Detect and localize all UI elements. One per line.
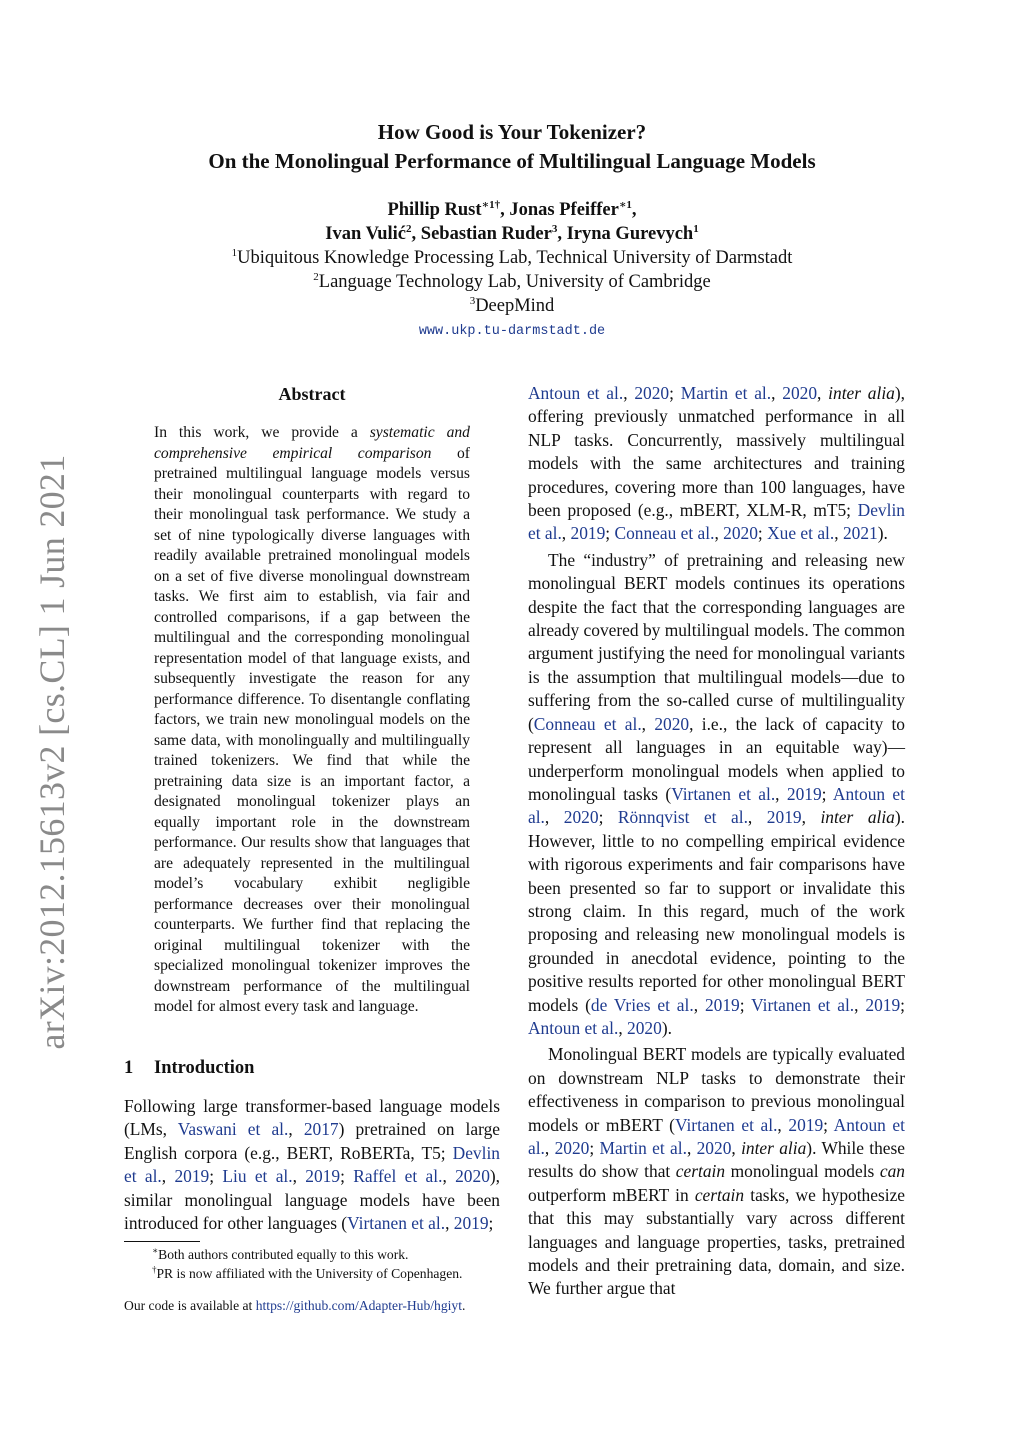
citation-year-link[interactable]: 2020 <box>654 713 690 734</box>
citation-link[interactable]: Martin et al. <box>680 383 772 403</box>
author-marks: ∗1 <box>618 198 632 211</box>
body-text: , <box>775 783 787 804</box>
footnote-text: Both authors contributed equally to this work. <box>158 1247 409 1262</box>
citation-link[interactable]: de Vries et al. <box>590 994 694 1015</box>
footnote-text: PR is now affiliated with the University of Copenhagen. <box>156 1266 463 1281</box>
body-text: tasks, we hypothesize that this may substantially vary across different languages and language properties, tasks, pretrained models and their pretraining data, domain, and size. We further argue that <box>528 1184 906 1299</box>
footnote-1 <box>124 1246 514 1264</box>
body-text: ). <box>877 523 888 544</box>
body-text: ) pretrained on large English corpora (e.g., BERT, RoBERTa, T5; <box>124 1119 500 1163</box>
section-number: 1 <box>124 1058 134 1078</box>
body-text: ; <box>900 994 905 1015</box>
citation-year-link[interactable]: 2020 <box>627 1017 662 1038</box>
citation-link[interactable]: Virtanen et al. <box>671 783 776 804</box>
code-availability-note <box>124 1297 514 1315</box>
body-text: ). <box>661 1017 672 1038</box>
body-text: ), similar monolingual language models have been introduced for other languages ( <box>124 1166 501 1234</box>
body-text: The “industry” of pretraining and releasing new monolingual BERT models continues its operations despite the fact that the corresponding languages are already covered by multilingual models. The common argument justifying the need for monolingual variants is the assumption that multilingual models—due to suffering from the so-called curse of multilinguality ( <box>528 549 905 734</box>
intro-paragraph-1 <box>124 1095 500 1235</box>
affiliation-3 <box>0 294 1024 318</box>
body-text: , <box>618 1017 628 1038</box>
affiliation-text: Language Technology Lab, University of Cambridge <box>318 272 711 292</box>
body-text: , <box>561 523 571 544</box>
abstract-text: In this work, we provide a <box>154 424 370 441</box>
body-text: , <box>817 383 829 403</box>
citation-year-link[interactable]: 2019 <box>704 994 740 1015</box>
emphasis-text: certain <box>694 1184 745 1205</box>
body-text: ; <box>589 1138 600 1158</box>
body-text: ), offering previously unmatched performance in all NLP tasks. Concurrently, massively multilingual models with the same architectures and training procedures, covering more than 100 languages, have been proposed (e.g., mBERT, XLM-R, mT5; <box>528 383 905 521</box>
body-text: , <box>445 1213 454 1234</box>
body-text: , i.e., the lack of capacity to represent all languages in an equitable way)—underperform monolingual models when applied to monolingual tasks ( <box>528 713 905 804</box>
body-text: ; <box>209 1166 223 1187</box>
citation-year-link[interactable]: 2019 <box>788 1114 824 1135</box>
affiliation-mark: 3 <box>469 294 476 307</box>
body-text: , <box>442 1166 456 1187</box>
citation-year-link[interactable]: 2019 <box>865 994 901 1015</box>
citation-year-link[interactable]: 2020 <box>634 383 670 403</box>
citation-link[interactable]: Antoun et al. <box>528 383 624 403</box>
affiliation-1 <box>0 246 1024 270</box>
section-heading-introduction <box>124 1058 254 1079</box>
citation-year-link[interactable]: 2020 <box>782 383 818 403</box>
paper-title-line-1: How Good is Your Tokenizer? <box>377 120 647 144</box>
author-marks: 2 <box>406 222 412 235</box>
citation-link[interactable]: Virtanen et al. <box>347 1213 446 1234</box>
body-text: ; <box>821 783 833 804</box>
body-text: , <box>544 1138 555 1158</box>
body-text: , <box>854 994 866 1015</box>
citation-year-link[interactable]: 2019 <box>453 1213 489 1234</box>
body-text: , <box>801 807 821 828</box>
body-text: , <box>288 1119 304 1140</box>
author-name: Sebastian Ruder <box>420 224 552 244</box>
affiliation-text: DeepMind <box>475 296 555 316</box>
body-text: ; <box>669 383 681 403</box>
author-name: Jonas Pfeiffer <box>509 200 619 220</box>
affiliation-mark: 2 <box>313 270 319 283</box>
body-text: ; <box>823 1114 834 1135</box>
abstract-emphasis: systematic and comprehensive empirical comparison <box>154 424 470 462</box>
intro-paragraph-3 <box>528 1043 905 1300</box>
body-text: , <box>771 383 783 403</box>
citation-link[interactable]: Devlin et al. <box>124 1142 500 1187</box>
citation-year-link[interactable]: 2019 <box>570 523 606 544</box>
citation-link[interactable]: Rönnqvist et al. <box>617 807 748 828</box>
body-text: , <box>686 1138 697 1158</box>
body-text: , <box>544 807 564 828</box>
right-column <box>528 382 905 1301</box>
author-line-1: Phillip Rust$^{∗1\dagger}$, Jonas Pfeiffer$^{∗1}$, <box>387 198 637 220</box>
affiliation-text: Ubiquitous Knowledge Processing Lab, Technical University of Darmstadt <box>237 248 793 268</box>
footnote-mark: † <box>152 1264 157 1275</box>
body-text: , <box>292 1166 306 1187</box>
body-text: ). However, little to no compelling empirical evidence with rigorous experiments and fair comparisons have been presented so far to support or invalidate this strong claim. In this regard, much of the work proposing and releasing new monolingual models is grounded in anecdotal evidence, pointing to the positive results reported for other monolingual BERT models ( <box>528 807 906 1015</box>
body-text: Following large transformer-based language models (LMs, <box>124 1096 500 1140</box>
citation-year-link[interactable]: 2019 <box>174 1166 210 1187</box>
citation-year-link[interactable]: 2019 <box>786 783 822 804</box>
body-text: , <box>777 1114 789 1135</box>
body-text: ). While these results do show that <box>528 1138 905 1182</box>
citation-link[interactable]: Martin et al. <box>599 1138 687 1158</box>
citation-link[interactable]: Antoun et al. <box>528 1114 905 1158</box>
abstract-heading: Abstract <box>278 384 346 404</box>
body-text: , <box>623 383 635 403</box>
abstract-body <box>154 423 470 1018</box>
citation-link[interactable]: Xue et al. <box>767 523 835 544</box>
citation-link[interactable]: Virtanen et al. <box>751 994 855 1015</box>
citation-year-link[interactable]: 2019 <box>305 1166 341 1187</box>
author-name: Iryna Gurevych <box>566 224 694 244</box>
citation-link[interactable]: Antoun et al. <box>528 783 905 828</box>
footnote-text: Our code is available at <box>124 1298 256 1313</box>
intro-paragraph-2 <box>528 549 905 1041</box>
citation-link[interactable]: Devlin et al. <box>528 500 905 544</box>
citation-year-link[interactable]: 2020 <box>554 1138 590 1158</box>
body-text: ; <box>340 1166 354 1187</box>
citation-year-link[interactable]: 2021 <box>842 523 878 544</box>
section-title: Introduction <box>154 1058 255 1078</box>
intro-paragraph-1-continued <box>528 382 905 546</box>
citation-link[interactable]: Virtanen et al. <box>674 1114 778 1135</box>
citation-link[interactable]: Conneau et al. <box>533 713 642 734</box>
body-text: Monolingual BERT models are typically evaluated on downstream NLP tasks to demonstrate their effectiveness in comparison to previous monolingual models or mBERT ( <box>528 1044 905 1135</box>
body-text: , <box>641 713 655 734</box>
body-text: monolingual models <box>725 1161 880 1182</box>
emphasis-text: can <box>879 1161 905 1182</box>
citation-link[interactable]: Conneau et al. <box>614 523 715 544</box>
footnote-rule <box>124 1241 200 1242</box>
body-text: ; <box>739 994 752 1015</box>
affiliation-mark: 1 <box>231 246 238 259</box>
emphasis-text: inter alia <box>828 383 895 403</box>
citation-year-link[interactable]: 2020 <box>455 1166 490 1187</box>
footnote-2 <box>124 1265 514 1283</box>
lab-url[interactable]: www.ukp.tu-darmstadt.de <box>418 324 606 339</box>
affiliation-2 <box>0 270 1024 294</box>
citation-year-link[interactable]: 2020 <box>723 523 758 544</box>
footnote-mark: ∗ <box>152 1245 159 1256</box>
citation-year-link[interactable]: 2019 <box>766 807 802 828</box>
emphasis-text: certain <box>675 1161 726 1182</box>
emphasis-text: inter alia <box>741 1138 807 1158</box>
body-text: ; <box>598 807 618 828</box>
body-text: ; <box>605 523 615 544</box>
author-marks: ∗1† <box>481 198 501 211</box>
arxiv-identifier: arXiv:2012.15613v2 [cs.CL] 1 Jun 2021 <box>32 454 72 1050</box>
code-repository-link[interactable]: https://github.com/Adapter-Hub/hgiyt <box>255 1298 462 1313</box>
citation-year-link[interactable]: 2017 <box>303 1119 339 1140</box>
body-text: , <box>834 523 843 544</box>
paper-title-line-2: On the Monolingual Performance of Multilingual Language Models <box>208 149 816 173</box>
body-text: ; <box>757 523 768 544</box>
citation-year-link[interactable]: 2020 <box>696 1138 732 1158</box>
author-marks: 3 <box>551 222 558 235</box>
citation-link[interactable]: Liu et al. <box>222 1166 293 1187</box>
body-text: , <box>714 523 724 544</box>
footnote-text: . <box>462 1298 466 1313</box>
body-text: , <box>731 1138 742 1158</box>
emphasis-text: inter alia <box>820 807 895 828</box>
body-text: , <box>161 1166 175 1187</box>
body-text: ; <box>488 1213 494 1234</box>
body-text: , <box>747 807 767 828</box>
author-name: Phillip Rust <box>387 200 482 220</box>
citation-link[interactable]: Vaswani et al. <box>177 1119 289 1140</box>
author-marks: 1 <box>693 222 699 235</box>
citation-link[interactable]: Raffel et al. <box>353 1166 443 1187</box>
citation-year-link[interactable]: 2020 <box>563 807 599 828</box>
author-line-2: Ivan Vulić$^2$, Sebastian Ruder$^3$, Iryna Gurevych$^1$ <box>325 222 699 244</box>
abstract-text: of pretrained multilingual language models versus their monolingual counterparts with regard to their monolingual task performance. We study a set of nine typologically diverse languages with readily available pretrained monolingual models on a set of five diverse monolingual downstream tasks. We first aim to establish, via fair and controlled comparisons, if a gap between the multilingual and the corresponding monolingual representation model of that language exists, and subsequently investigate the reason for any performance difference. To disentangle conflating factors, we train new monolingual models on the same data, with monolingually and multilingually trained tokenizers. We find that while the pretraining data size is an important factor, a designated monolingual tokenizer plays an equally important role in the downstream performance. Our results show that languages that are adequately represented in the multilingual model’s vocabulary exhibit negligible performance decreases over their monolingual counterparts. We further find that replacing the original multilingual tokenizer with the specialized monolingual tokenizer improves the downstream performance of the multilingual model for almost every task and language. <box>154 444 470 1015</box>
author-name: Ivan Vulić <box>325 224 407 244</box>
citation-link[interactable]: Antoun et al. <box>528 1017 619 1038</box>
body-text: , <box>693 994 705 1015</box>
body-text: outperform mBERT in <box>528 1184 695 1205</box>
